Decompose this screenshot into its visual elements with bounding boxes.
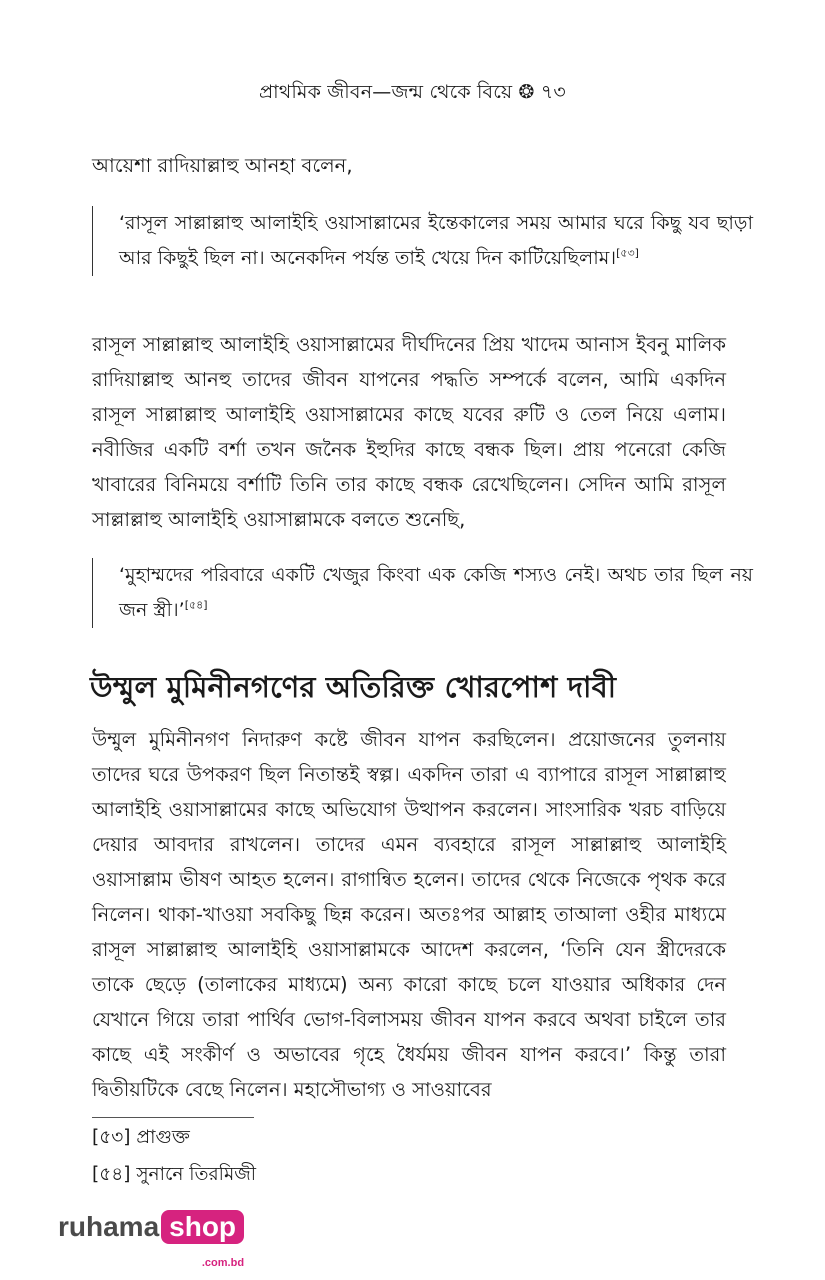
section-body-paragraph: উম্মুল মুমিনীনগণ নিদারুণ কষ্টে জীবন যাপন করছিলেন। প্রয়োজনের তুলনায় তাদের ঘরে উপকরণ ছিল নিতান্তই স্বল্প। একদিন তারা এ ব্যাপারে রাসূল সাল্লাল্লাহু আলাইহি ওয়াসাল্লামের কাছে অভিযোগ উত্থাপন করলেন। সাংসারিক খরচ বাড়িয়ে দেয়ার আবদার রাখলেন। তাদের এমন ব্যবহারে রাসূল সাল্লাল্লাহু আলাইহি ওয়াসাল্লাম ভীষণ আহত হলেন। রাগান্বিত হলেন। তাদের থেকে নিজেকে পৃথক করে নিলেন। থাকা-খাওয়া সবকিছু ছিন্ন করেন। অতঃপর আল্লাহ তাআলা ওহীর মাধ্যমে রাসূল সাল্লাল্লাহু আলাইহি ওয়াসাল্লামকে আদেশ করলেন, ‘তিনি যেন স্ত্রীদেরকে তাকে ছেড়ে (তালাকের মাধ্যমে) অন্য কারো কাছে চলে যাওয়ার অধিকার দেন যেখানে গিয়ে তারা পার্থিব ভোগ-বিলাসময় জীবন যাপন করবে অথবা চাইলে তার কাছে এই সংকীর্ণ ও অভাবের গৃহে ধৈর্যময় জীবন যাপন করবে।’ কিন্তু তারা দ্বিতীয়টিকে বেছে নিলেন। মহাসৌভাগ্য ও সাওয়াবের: [92, 728, 726, 1101]
logo-wordmark: ruhama: [58, 1211, 160, 1242]
quote-2-text: ‘মুহাম্মদের পরিবারে একটি খেজুর কিংবা এক কেজি শস্যও নেই। অথচ তার ছিল নয় জন স্ত্রী।’: [119, 564, 753, 621]
footnote-54: [৫৪] সুনানে তিরমিজী: [92, 1164, 257, 1185]
logo-shop-badge: [161, 1210, 245, 1269]
running-header: প্রাথমিক জীবন—জন্ম থেকে বিয়ে ❂ ৭৩: [258, 81, 566, 103]
intro-line: আয়েশা রাদিয়াল্লাহু আনহা বলেন,: [92, 154, 353, 177]
body-paragraph-anas: রাসূল সাল্লাল্লাহু আলাইহি ওয়াসাল্লামের দীর্ঘদিনের প্রিয় খাদেম আনাস ইবনু মালিক রাদিয়াল্লাহু আনহু তাদের জীবন যাপনের পদ্ধতি সম্পর্কে বলেন, আমি একদিন রাসূল সাল্লাল্লাহু আলাইহি ওয়াসাল্লামের কাছে যবের রুটি ও তেল নিয়ে এলাম। নবীজির একটি বর্শা তখন জনৈক ইহুদির কাছে বন্ধক ছিল। প্রায় পনেরো কেজি খাবারের বিনিময়ে বর্শাটি তিনি তার কাছে বন্ধক রেখেছিলেন। সেদিন আমি রাসূল সাল্লাল্লাহু আলাইহি ওয়াসাল্লামকে বলতে শুনেছি,: [92, 333, 726, 531]
footnote-ref-53[interactable]: [৫৩]: [616, 246, 639, 260]
quote-2-paragraph: [119, 558, 753, 628]
section-heading: উম্মুল মুমিনীনগণের অতিরিক্ত খোরপোশ দাবী: [90, 670, 617, 704]
quote-block-1: [92, 206, 753, 276]
quote-block-2: [92, 558, 753, 628]
footnotes-list: [92, 1124, 256, 1198]
quote-1-paragraph: [119, 206, 753, 276]
quote-1-text: ‘রাসূল সাল্লাল্লাহু আলাইহি ওয়াসাল্লামের ইন্তেকালের সময় আমার ঘরে কিছু যব ছাড়া আর কিছুই ছিল না। অনেকদিন পর্যন্ত তাই খেয়ে দিন কাটিয়েছিলাম।: [119, 212, 753, 269]
logo-shop-text: shop: [169, 1211, 237, 1242]
ruhama-shop-logo: [58, 1210, 245, 1269]
logo-domain-text: .com.bd: [201, 1257, 245, 1269]
footnote-ref-54[interactable]: [৫৪]: [184, 598, 208, 612]
footnote-divider: [92, 1117, 254, 1118]
footnote-53: [৫৩] প্রাগুক্ত: [92, 1127, 190, 1148]
